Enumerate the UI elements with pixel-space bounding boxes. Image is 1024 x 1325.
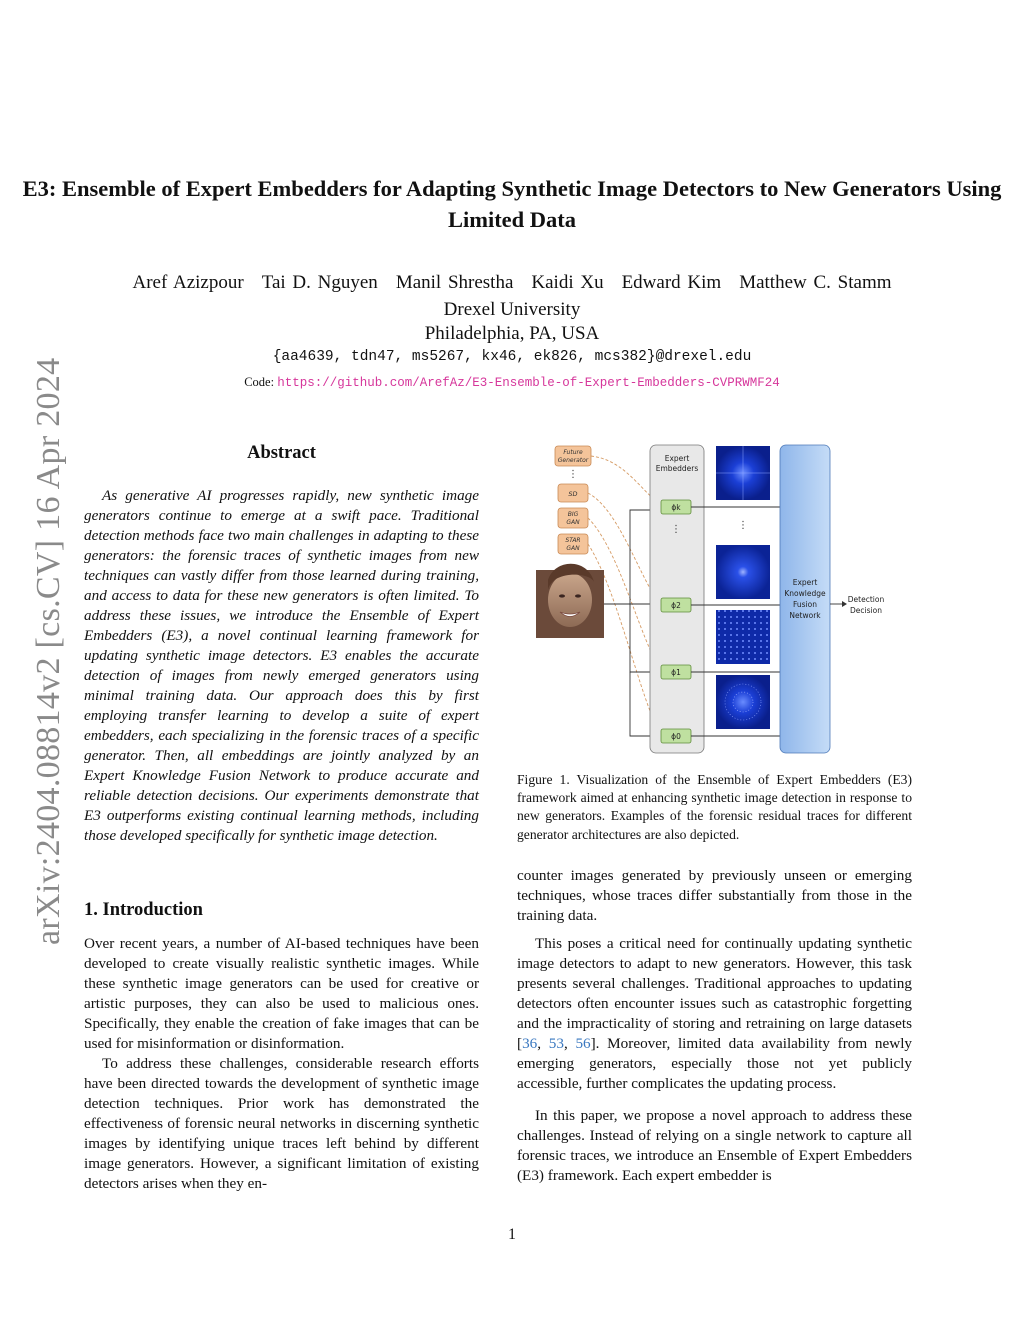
section-heading-introduction: 1. Introduction — [84, 900, 203, 920]
figure-e3-framework — [530, 440, 900, 758]
page-number: 1 — [508, 1226, 516, 1243]
generator-label: STAR — [565, 537, 581, 544]
abstract-text: As generative AI progresses rapidly, new synthetic image generators continue to emerge at a swift pace. Traditional detection methods face two main challenges in adapting to these generators: the forensic traces of synthetic images from new techniques can vastly differ from those learned during training, and access to data for these new generators is often limited. To address these issues, we introduce the Ensemble of Expert Embedders (E3), a novel continual learning framework for updating synthetic image detectors. E3 enables the accurate detection of images from newly emerged generators using minimal training data. Our approach does this by first employing transfer learning to develop a suite of expert embedders, each specializing in the forensic traces of a specific generator. Then, all embeddings are jointly analyzed by an Expert Knowledge Fusion Network to produce accurate and reliable detection decisions. Our experiments demonstrate that E3 outperforms existing continual learning methods, including those developed specifically for synthetic image detection. — [84, 487, 479, 844]
right-column-body — [517, 866, 912, 1186]
decision-arrowhead — [842, 601, 847, 607]
paper-title: E3: Ensemble of Expert Embedders for Adapting Synthetic Image Detectors to New Generators Using Limited Data — [22, 176, 1002, 232]
abstract-heading: Abstract — [247, 443, 316, 463]
embedder-label: ϕk — [671, 503, 681, 512]
generator-label: Generator — [557, 457, 589, 464]
generator-sd — [558, 484, 588, 502]
spectrum-sd — [716, 545, 770, 599]
code-label: Code: — [244, 375, 275, 389]
citation-separator: , — [563, 1035, 576, 1052]
generator-label: Future — [563, 449, 583, 456]
affiliation-location: Philadelphia, PA, USA — [424, 323, 600, 344]
fusion-label: Expert — [792, 578, 818, 587]
input-face-image — [536, 564, 604, 638]
introduction-body — [84, 934, 479, 1194]
embedders-label: Expert — [664, 454, 690, 463]
author: Kaidi Xu — [531, 272, 604, 293]
right-paragraph-0: counter images generated by previously unseen or emerging techniques, whose traces differ substantially from those in the training data. — [517, 867, 912, 924]
embedder-phi-1 — [661, 665, 691, 679]
text-run: This poses a critical need for continually updating synthetic image detectors to adapt to new generators. However, this task presents several challenges. Traditional approaches to updating detectors often encounter issues such as catastrophic forgetting and the impracticality of storing and retraining on large datasets [ — [517, 935, 912, 1052]
residual-spectrum-images — [716, 446, 770, 729]
citation-link[interactable]: 56 — [575, 1035, 591, 1052]
affiliation — [0, 298, 1024, 346]
author: Tai D. Nguyen — [261, 272, 378, 293]
intro-paragraph-1: Over recent years, a number of AI-based techniques have been developed to create visually realistic synthetic images. While these synthetic image generators can be used for creative or artistic purposes, they can also be used to malicious ones. Specifically, they enable the creation of fake images that can be used for misinformation or disinformation. — [84, 935, 479, 1052]
decision-label: Decision — [850, 606, 882, 615]
text-run: ]. Moreover, limited data availability from newly emerging generators, especially those not yet publicly accessible, further complicates the updating process. — [517, 1035, 913, 1092]
affiliation-university: Drexel University — [443, 299, 581, 320]
arxiv-watermark: arXiv:2404.08814v2 [cs.CV] 16 Apr 2024 — [30, 357, 67, 945]
author: Aref Azizpour — [132, 272, 244, 293]
right-paragraph-1 — [517, 934, 912, 1094]
generator-label: GAN — [566, 545, 580, 552]
citation-link[interactable]: 53 — [548, 1035, 564, 1052]
citation-link[interactable]: 36 — [522, 1035, 538, 1052]
generator-ellipsis: ⋮ — [568, 469, 578, 480]
code-url-link[interactable]: https://github.com/ArefAz/E3-Ensemble-of-Expert-Embedders-CVPRWMF24 — [277, 376, 780, 390]
spectrum-ellipsis: ⋮ — [738, 520, 748, 531]
decision-label: Detection — [847, 595, 885, 604]
embedder-label: ϕ1 — [671, 668, 681, 677]
spectrum-biggan — [716, 610, 770, 664]
embedder-label: ϕ2 — [671, 601, 681, 610]
spectrum-stargan — [716, 675, 770, 729]
abstract-body — [84, 486, 479, 846]
right-paragraph-2: In this paper, we propose a novel approach to address these challenges. Instead of relying on a single network to capture all forensic traces, we introduce an Ensemble of Expert Embedders (E3) framework. Each expert embedder is — [517, 1107, 912, 1184]
embedder-label: ϕ0 — [671, 732, 681, 741]
generator-label: BIG — [567, 511, 579, 518]
embedder-phi-k — [661, 500, 691, 514]
generator-label: SD — [568, 490, 578, 498]
embedder-phi-0 — [661, 729, 691, 743]
figure-caption: Figure 1. Visualization of the Ensemble of Expert Embedders (E3) framework aimed at enhancing synthetic image detection in response to new generators. Examples of the forensic residual traces for different generator architectures are also depicted. — [517, 772, 912, 842]
fusion-label: Fusion — [793, 600, 817, 609]
author: Edward Kim — [621, 272, 722, 293]
code-link-line — [0, 375, 1024, 390]
author-list — [0, 270, 1024, 295]
author: Matthew C. Stamm — [739, 272, 892, 293]
generator-stargan — [558, 534, 588, 554]
embedder-phi-2 — [661, 598, 691, 612]
fusion-label: Knowledge — [784, 589, 826, 598]
embedder-ellipsis: ⋮ — [671, 524, 681, 535]
intro-paragraph-2: To address these challenges, considerable research efforts have been directed towards the development of synthetic image detection techniques. Prior work has demonstrated the effectiveness of forensic neural networks in discerning synthetic images by identifying unique traces left behind by different image generators. However, a significant limitation of existing detectors arises when they en- — [84, 1055, 479, 1192]
generator-biggan — [558, 508, 588, 528]
author: Manil Shrestha — [395, 272, 514, 293]
author-emails: {aa4639, tdn47, ms5267, kx46, ek826, mcs382}@drexel.edu — [272, 349, 752, 365]
embedders-label: Embedders — [655, 464, 699, 473]
fusion-network-box — [780, 445, 830, 753]
fusion-label: Network — [789, 611, 821, 620]
generator-label: GAN — [566, 519, 580, 526]
generator-future — [555, 446, 591, 466]
citation-separator: , — [537, 1035, 549, 1052]
